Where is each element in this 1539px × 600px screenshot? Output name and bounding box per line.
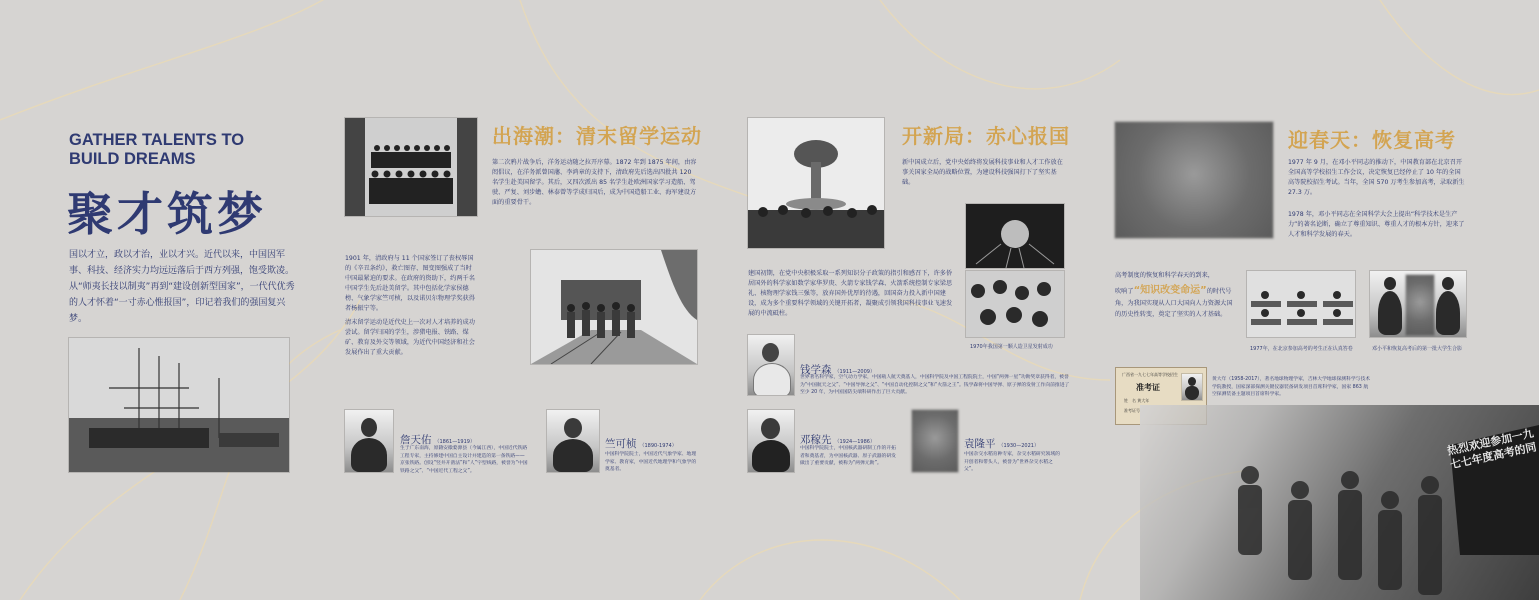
exam-candidates-photo: [1247, 271, 1355, 337]
chinese-main-title: 聚才筑梦: [67, 187, 267, 241]
admission-ticket-number-label: 准考证号: [1124, 408, 1140, 413]
section2-title: 开新局：赤心报国: [902, 124, 1070, 148]
railway-illustration: [531, 250, 697, 364]
exam-crowd-photo: [1140, 405, 1539, 600]
crowd-marching-illustration: [1140, 405, 1539, 600]
zhu-kezhen-name-text: 竺可桢: [605, 438, 637, 450]
admission-ticket-name: [1124, 398, 1149, 404]
section1-title: 出海潮：清末留学运动: [492, 124, 702, 148]
section1-paragraph3: 清末留学运动是近代史上一次对人才培养的成功尝试。留学归国的学生，涉猎电报、铁路、煤矿、教育及外交等领域，为近代中国经济和社会发展作出了重大贡献。: [345, 319, 475, 357]
section3-para3-line1: 高考制度的恢复和科学春天的到来，: [1115, 272, 1214, 279]
section3-para3-suffix: 的时代号角，为我国实现从人口大国向人力资源大国的历史性转变，奠定了坚实的人才基础。: [1115, 287, 1233, 319]
qian-xuesen-years: （1911—2009）: [834, 369, 875, 375]
deng-jiaxian-bio: 中国科学院院士，中国核武器研制工作的开拓者和奠基者，为中国核武器、原子武器的研发做出了重要贡献，被称为“两弹元勋”。: [800, 446, 896, 467]
qian-xuesen-portrait: [748, 335, 794, 395]
yuan-longping-name: [964, 436, 1039, 451]
admission-ticket-photo: [1182, 374, 1202, 400]
english-title: [69, 131, 244, 169]
section2-paragraph1: 新中国成立后，党中央始终将发展科技事业和人才工作放在事关国家全局的战略位置，为建设科技强国打下了坚实基础。: [902, 159, 1063, 187]
deng-jiaxian-years: （1924—1986）: [834, 439, 875, 445]
admission-ticket-name-label: 姓 名: [1124, 398, 1136, 403]
exam-candidates-caption: 1977年，在北京参加高考的考生正在认真答卷: [1250, 346, 1353, 352]
classroom-illustration: [1247, 271, 1355, 337]
zhan-tianyou-bio: 生于广东南海，原籍安徽婺源县（今属江西），中国近代铁路工程专家，主持修建中国自主设计并建造的第一条铁路——京张铁路。创设“竖井开凿法”和“人”字型线路，被誉为“中国铁路之父”、“中国近代工程之父”。: [400, 446, 528, 475]
mushroom-cloud-illustration: [748, 118, 884, 248]
yuan-longping-bio: 中国杂交水稻育种专家，杂交水稻研究领域的开创者和带头人，被誉为“世界杂交水稻之父”。: [964, 452, 1060, 473]
section3-paragraph3: [1115, 271, 1237, 321]
satellite-photo: [966, 204, 1064, 268]
students-group-photo: [345, 118, 477, 216]
harbor-illustration: [69, 338, 289, 472]
yuan-longping-years: （1930—2021）: [998, 443, 1039, 449]
zhu-kezhen-years: （1890-1974）: [639, 443, 677, 449]
crowd-illustration: [966, 271, 1064, 337]
deng-jiaxian-name-text: 邓稼先: [800, 434, 832, 446]
satellite-caption: 1970年我国第一颗人造卫星发射成功: [970, 344, 1053, 350]
admission-ticket-header: 广西省一九七七年高等学校招生: [1122, 372, 1178, 377]
admission-ticket-label: 准考证: [1136, 383, 1160, 392]
exam-hall-photo: [1115, 122, 1273, 238]
celebrating-crowd-photo: [966, 271, 1064, 337]
section2-paragraph2: 建国初期，在党中央积极采取一系列知识分子政策的指引和感召下，许多侨居国外的科学家如数学家华罗庚、火箭专家钱学森、火箭系统控制专家梁思礼、核物理学家钱三强等，放弃国外优厚的待遇，回国奋力投入新中国建设，成为多个重要科学领域的关键开拓者，凝聚成引领我国科技事业飞速发展的中流砥柱。: [748, 270, 953, 318]
section1-paragraph2: 1901 年，清政府与 11 个国家签订了丧权辱国的《辛丑条约》，救亡图存、图变图强成了当时中国最紧迫的要求。在政府的资助下，约两千名中国学生先后赴美留学。其中包括化学家侯德榜、气象学家竺可桢，以及诺贝尔物理学奖获得者杨振宁等。: [345, 255, 475, 313]
yuan-longping-name-text: 袁隆平: [964, 438, 996, 450]
zhan-tianyou-portrait: [345, 410, 393, 472]
qian-xuesen-name-text: 钱学森: [800, 364, 832, 376]
english-title-line2: BUILD DREAMS: [69, 150, 196, 168]
knowledge-changes-fate-highlight: “知识改变命运”: [1133, 284, 1207, 296]
section3-paragraph2: 1978 年，邓小平同志在全国科学大会上提出“科学技术是生产力”的著名论断，确立了尊重知识、尊重人才的根本方针，迎来了人才和科学发展的春天。: [1288, 211, 1465, 239]
section3-para3-prefix: 吹响了: [1115, 287, 1134, 295]
intro-paragraph: 国以才立，政以才治，业以才兴。近代以来，中国因军事、科技、经济实力均远远落后于西方列强，饱受欺凌。从“师夷长技以制夷”再到“建设创新型国家”，一代代优秀的人才怀着“一寸赤心惟报国”，印记着我们的强国复兴梦。: [69, 250, 295, 324]
nuclear-test-photo: [748, 118, 884, 248]
zhan-tianyou-name-text: 詹天佑: [400, 434, 432, 446]
students-illustration: [345, 118, 477, 216]
english-title-line1: GATHER TALENTS TO: [69, 131, 245, 149]
deng-xiaoping-students-photo: [1370, 271, 1466, 337]
section3-title: 迎春天：恢复高考: [1288, 128, 1456, 152]
welcome-banner: 热烈欢迎参加一九七七年度高考的同: [1446, 426, 1538, 472]
deng-xiaoping-caption: 邓小平和恢复高考后的第一批大学生合影: [1372, 346, 1463, 352]
yuan-longping-portrait: [912, 410, 958, 472]
zhu-kezhen-bio: 中国科学院院士，中国近代气象学家、地理学家、教育家，中国近代地理学和气象学的奠基者。: [605, 452, 697, 473]
zhu-kezhen-portrait: [547, 410, 599, 472]
huang-danian-bio: 黄大年（1958-2017），著名地球物理学家，吉林大学地球探测科学与技术学院教授，国家深部探测关键仪器装备研发项目首席科学家，国家 863 航空探测装备主题项目首席科学家。: [1212, 377, 1371, 398]
zhan-tianyou-years: （1861—1919）: [434, 439, 475, 445]
railway-group-photo: [531, 250, 697, 364]
satellite-illustration: [966, 204, 1064, 268]
section3-paragraph1: 1977 年 9 月，在邓小平同志的推动下，中国教育部在北京召开全国高等学校招生工作会议，决定恢复已经停止了 10 年的全国高等院校招生考试。当年，全国 570 万考生参加高考，录取新生 27.3 万。: [1288, 159, 1465, 197]
deng-jiaxian-portrait: [748, 410, 794, 472]
section1-paragraph1: 第二次鸦片战争后，洋务运动随之拉开序幕。1872 年到 1875 年间，由容闳倡议，在洋务派曾国藩、李鸿章的支持下，清政府先后选出四批共 120 名学生赴美国留学。其后，又四次派出 85 名学生赴欧洲国家学习造船、驾驶、严复、刘步蟾、林泰曾等学成归国后，成为中国造船工业、海军建设方面的重要骨干。: [492, 159, 697, 207]
harbor-photo: [69, 338, 289, 472]
qian-xuesen-bio: 世界著名科学家，空气动力学家，中国载人航天奠基人，中国科学院及中国工程院院士，中国“两弹一星”功勋奖章获得者，被誉为“中国航天之父”、“中国导弹之父”、“中国自动化控制之父”和“火箭之王”。钱学森将中国导弹、原子弹的发射工作向前推进了至少 20 年，为中国国防尖端科研作出了巨大贡献。: [800, 375, 1070, 396]
zhu-kezhen-name: [605, 436, 677, 451]
admission-ticket-name-value: 黄大年: [1137, 398, 1150, 403]
